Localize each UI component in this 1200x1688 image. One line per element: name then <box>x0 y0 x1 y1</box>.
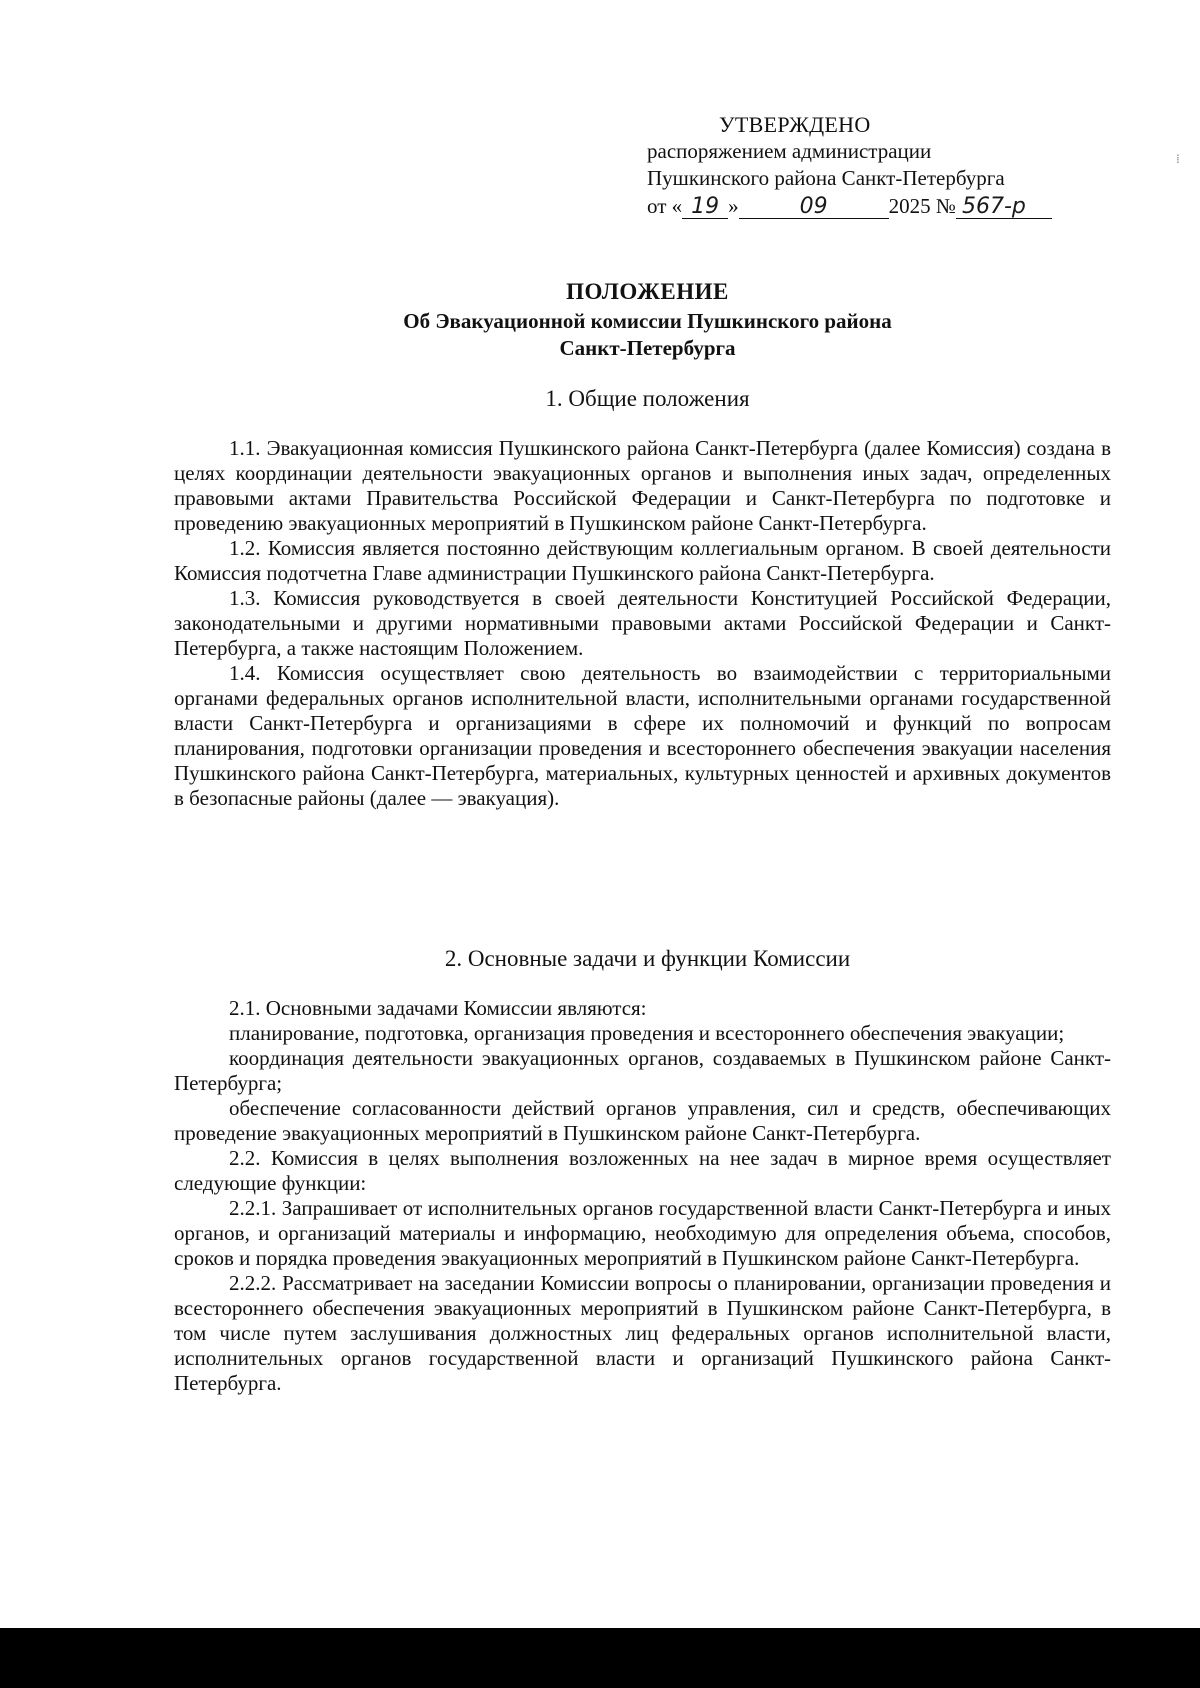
scan-bottom-border <box>0 1628 1200 1688</box>
paragraph-1-4: 1.4. Комиссия осуществляет свою деятельность во взаимодействии с территориальными органами федеральных органов исполнительной власти, исполнительными органами государственной власти Санкт-Петербурга и организациями в сфере их полномочий и функций по вопросам планирования, подготовки организации проведения и всестороннего обеспечения эвакуации населения Пушкинского района Санкт-Петербурга, материальных, культурных ценностей и архивных документов в безопасные районы (далее — эвакуация). <box>174 661 1111 810</box>
date-year: 2025 № <box>888 194 956 218</box>
section-2-body <box>174 996 1111 1396</box>
paragraph-2-2: 2.2. Комиссия в целях выполнения возложенных на нее задач в мирное время осуществляет следующие функции: <box>174 1146 1111 1195</box>
title-sub-2: Санкт-Петербурга <box>559 336 736 360</box>
paragraph-2-1: 2.1. Основными задачами Комиссии являются: <box>229 996 647 1020</box>
scan-mark: ⁞ <box>1176 152 1180 166</box>
paragraph-2-1-item-2: координация деятельности эвакуационных органов, создаваемых в Пушкинском районе Санкт-Петербурга; <box>174 1046 1111 1095</box>
handwritten-day: 19 <box>682 196 728 219</box>
paragraph-2-2-2: 2.2.2. Рассматривает на заседании Комиссии вопросы о планировании, организации проведения и всестороннего обеспечения эвакуационных мероприятий в Пушкинском районе Санкт-Петербурга, в том числе путем заслушивания должностных лиц федеральных органов исполнительной власти, исполнительных органов государственной власти и организаций Пушкинского района Санкт-Петербурга. <box>174 1271 1111 1395</box>
title-main: ПОЛОЖЕНИЕ <box>566 279 729 304</box>
handwritten-month: 09 <box>739 196 889 219</box>
approval-line-1: распоряжением администрации <box>647 139 932 163</box>
approval-heading: УТВЕРЖДЕНО <box>719 112 871 137</box>
section-1-body <box>174 436 1111 811</box>
paragraph-1-1: 1.1. Эвакуационная комиссия Пушкинского района Санкт-Петербурга (далее Комиссия) создана в целях координации деятельности эвакуационных органов и выполнения иных задач, определенных правовыми актами Правительства Российской Федерации и Санкт-Петербурга по подготовке и проведению эвакуационных мероприятий в Пушкинском районе Санкт-Петербурга. <box>174 436 1111 535</box>
paragraph-2-1-item-1: планирование, подготовка, организация проведения и всестороннего обеспечения эвакуации; <box>229 1021 1065 1045</box>
paragraph-2-2-1: 2.2.1. Запрашивает от исполнительных органов государственной власти Санкт-Петербурга и иных органов, и организаций материалы и информацию, необходимую для определения объема, способов, сроков и порядка проведения эвакуационных мероприятий в Пушкинском районе Санкт-Петербурга. <box>174 1196 1111 1270</box>
approval-stamp <box>647 111 1107 220</box>
approval-line-2: Пушкинского района Санкт-Петербурга <box>647 166 1005 190</box>
date-prefix: от « <box>647 194 683 218</box>
handwritten-number: 567-р <box>956 196 1052 219</box>
paragraph-1-3: 1.3. Комиссия руководствуется в своей деятельности Конституцией Российской Федерации, законодательными и другими нормативными правовыми актами Российской Федерации и Санкт-Петербурга, а также настоящим Положением. <box>174 586 1111 660</box>
document-title <box>175 276 1120 362</box>
approval-date-line <box>647 193 1107 220</box>
section-2-heading: 2. Основные задачи и функции Комиссии <box>444 946 851 971</box>
paragraph-1-2: 1.2. Комиссия является постоянно действующим коллегиальным органом. В своей деятельности Комиссия подотчетна Главе администрации Пушкинского района Санкт-Петербурга. <box>174 536 1111 585</box>
paragraph-2-1-item-3: обеспечение согласованности действий органов управления, сил и средств, обеспечивающих проведение эвакуационных мероприятий в Пушкинском районе Санкт-Петербурга. <box>174 1096 1111 1145</box>
date-mid: » <box>728 194 739 218</box>
title-sub-1: Об Эвакуационной комиссии Пушкинского района <box>403 309 892 333</box>
section-1-heading: 1. Общие положения <box>545 386 750 411</box>
